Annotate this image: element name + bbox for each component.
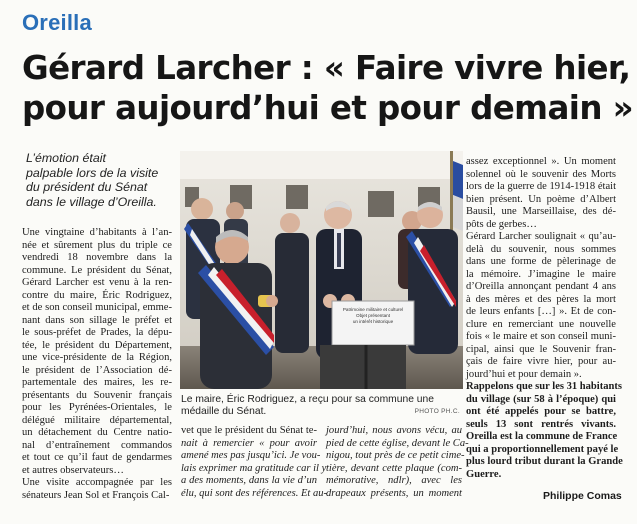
- text-line: mémorative, ndlr), avec les: [326, 475, 462, 486]
- chapo-line: L’émotion était: [26, 151, 106, 165]
- text-line: sénateurs Jean Sol et François Cal-: [22, 489, 170, 501]
- text-line: çais de faire vivre hier, pour au-: [466, 356, 616, 367]
- plaque-line: un intérêt historique: [352, 319, 394, 324]
- text-line: vet que le président du Sénat te-: [181, 425, 317, 436]
- body-column-4: [466, 156, 623, 481]
- text-line: une vice-présidente de la Région,: [22, 352, 172, 363]
- text-line: commune. Le président du Sénat,: [22, 264, 172, 276]
- plaque-text: [332, 307, 414, 325]
- text-line: plus lourd tribut durant la Grande: [466, 456, 623, 467]
- text-line: née et sûrement plus du triple ce: [22, 239, 172, 251]
- text-line: partementale des maires, les re-: [22, 377, 172, 388]
- text-line: ont été appelés pour se battre,: [466, 406, 616, 417]
- text-line: drapeaux présents, un moment: [326, 487, 462, 499]
- text-line: un détachement du Centre natio-: [22, 427, 172, 438]
- text-line: bien présent. Un poème d’Albert: [466, 193, 616, 205]
- text-line: dans une forme de pèlerinage de: [466, 256, 616, 267]
- text-line: tière, devant cette plaque (com-: [326, 462, 462, 474]
- body-column-1: [22, 227, 172, 502]
- plaque-line: Objet présentant: [356, 313, 390, 318]
- photo-caption: Le maire, Éric Rodriguez, a reçu pour sa commune une médaille du Sénat.: [181, 394, 434, 417]
- plaque-line: Patrimoine militaire et culturel: [342, 307, 404, 312]
- text-line: nait à remercier « pour avoir: [181, 437, 317, 449]
- author-signature: Philippe Comas: [543, 490, 622, 502]
- text-line: nigou, tout près de ce petit cime-: [326, 450, 465, 461]
- text-line: la mémoire. J’imagine le maire: [466, 268, 616, 280]
- chapo-line: dans le village d’Oreilla.: [26, 194, 157, 209]
- text-line: et autres observateurs…: [22, 464, 124, 476]
- chapo-line: du président du Sénat: [26, 180, 148, 194]
- text-line: seuls 13 sont rentrés vivants.: [466, 418, 616, 430]
- text-line: le président de l’Association dé-: [22, 364, 172, 376]
- chapo: [26, 151, 174, 209]
- text-line: pour les Pyrénées-Orientales, le: [22, 402, 172, 413]
- text-line: nant dans son sillage le préfet et: [22, 314, 172, 326]
- text-line: delà du souvenir, nous sommes: [466, 243, 616, 255]
- body-column-2: [181, 425, 328, 500]
- text-line: pôts de gerbes…: [466, 218, 537, 230]
- text-line: amené mes pas jusqu’ici. Je vou-: [181, 450, 321, 461]
- kicker: Oreilla: [22, 10, 92, 35]
- text-line: Une vingtaine d’habitants à l’an-: [22, 227, 172, 238]
- body-column-3: [326, 425, 469, 500]
- text-line: Une visite accompagnée par les: [22, 477, 172, 488]
- headline-line-1: Gérard Larcher : « Faire vivre hier,: [22, 49, 631, 87]
- text-line: jourd’hui et pour demain ».: [466, 368, 582, 380]
- text-line: du village (sur 58 à l’époque) qui: [466, 393, 616, 405]
- text-line: Gérard Larcher est venu à la ren-: [22, 277, 172, 288]
- text-line: Rappelons que sur les 31 habitants: [466, 381, 622, 392]
- text-line: lors de la guerre de 1914-1918 était: [466, 181, 616, 192]
- headline: [22, 48, 633, 128]
- text-line: pied de cette église, devant le Ca-: [326, 437, 469, 449]
- ceremony-photo: [180, 151, 463, 389]
- text-line: de leurs enfants […] ». Et de con-: [466, 306, 616, 317]
- text-line: Oreilla est la commune de France: [466, 431, 618, 442]
- text-line: élu, qui sont des références. Et au-: [181, 487, 328, 499]
- text-line: jourd’hui, nous avons vécu, au: [326, 425, 462, 436]
- text-line: délégué militaire départemental,: [22, 414, 172, 426]
- text-line: contre du maire, Éric Rodriguez,: [22, 289, 172, 301]
- article-photo: [180, 151, 463, 389]
- text-line: clure en remerciant une nouvelle: [466, 318, 616, 330]
- photo-credit: PHOTO PH.C.: [414, 408, 460, 415]
- text-line: à des mères et des pères la mort: [466, 293, 616, 305]
- text-line: solennel où le souvenir des Morts: [466, 168, 616, 180]
- text-line: présentants du Souvenir français: [22, 389, 172, 401]
- text-line: vendredi 18 novembre dans la: [22, 252, 172, 263]
- text-line: et de son conseil municipal, emme-: [22, 302, 172, 313]
- text-line: fois « le maire et son conseil muni-: [466, 331, 616, 342]
- text-line: assez exceptionnel ». Un moment: [466, 156, 616, 167]
- headline-line-2: pour aujourd’hui et pour demain »: [22, 89, 633, 127]
- text-line: cipal, ainsi que le Souvenir fran-: [466, 343, 616, 355]
- text-line: le sous-préfet de Prades, la dépu-: [22, 327, 172, 338]
- text-line: et tout ce qu’il faut de gendarmes: [22, 452, 172, 463]
- text-line: tée, le président du Département,: [22, 339, 172, 351]
- text-line: a des moments, dans la vie d’un: [181, 475, 317, 486]
- text-line: nal d’entraînement commandos: [22, 439, 172, 451]
- text-line: lais exprimer ma gratitude car il y: [181, 462, 327, 474]
- text-line: qui a proportionnellement payé le: [466, 443, 619, 455]
- text-line: Bausil, une Marseillaise, des dé-: [466, 206, 616, 217]
- text-line: Gérard Larcher soulignait « qu’au-: [466, 231, 616, 242]
- text-line: d’Oreilla annonçant pendant 4 ans: [466, 281, 616, 292]
- text-line: Guerre.: [466, 468, 502, 480]
- chapo-line: palpable lors de la visite: [26, 165, 159, 180]
